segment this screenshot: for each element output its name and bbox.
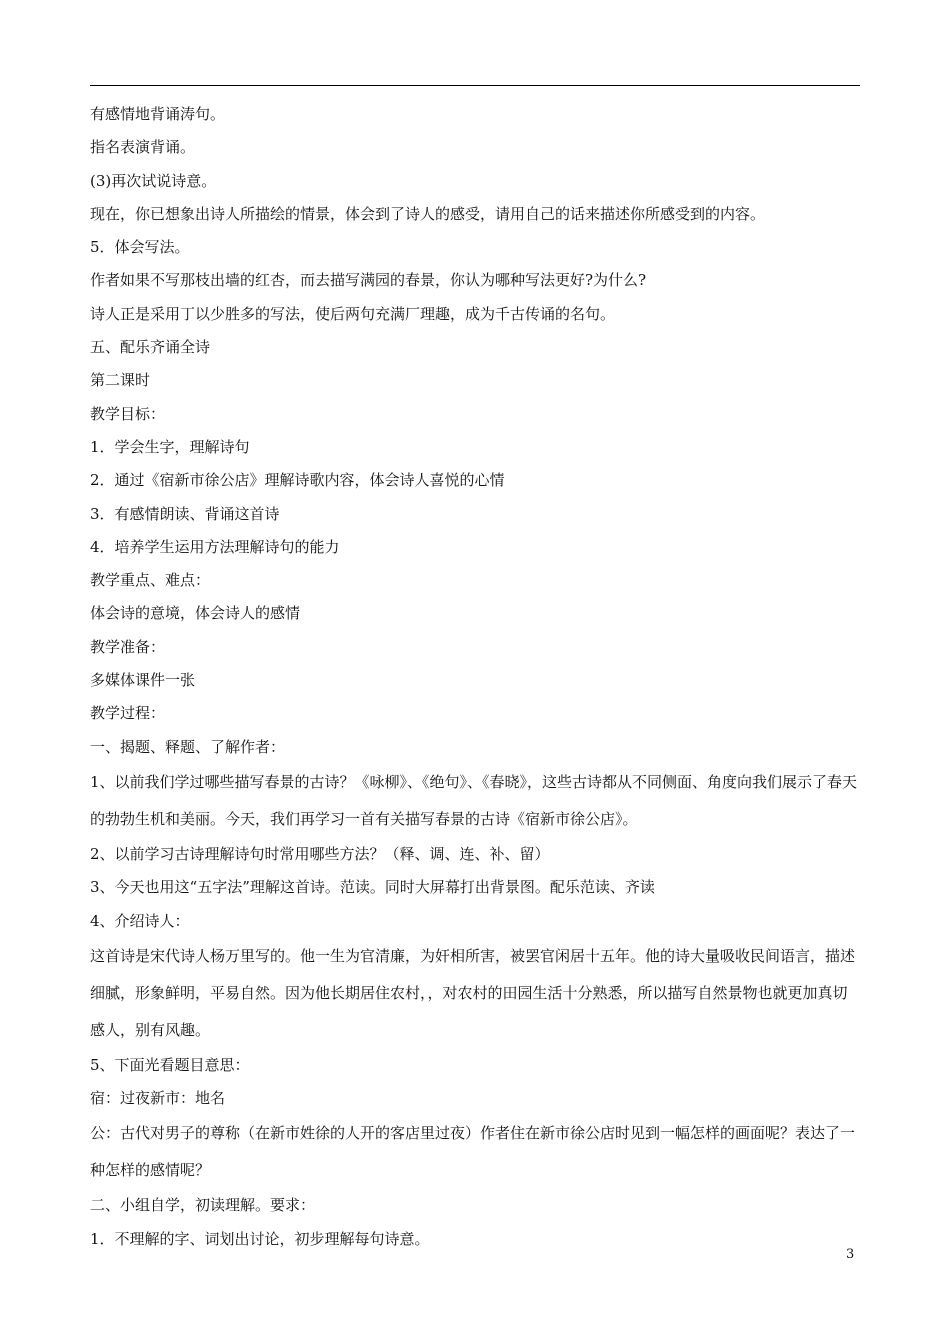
text-line: 教学重点、难点： [90,571,211,590]
text-line: 1．不理解的字、词划出讨论，初步理解每句诗意。 [90,1229,430,1248]
paragraph: 公：古代对男子的尊称（在新市姓徐的人开的客店里过夜）作者住在新市徐公店时见到一幅怎样的画面呢？表达了一种怎样的感情呢？ [90,1124,856,1180]
section-heading: 一、揭题、释题、了解作者： [90,737,286,756]
text-line: 5、下面光看题目意思： [90,1055,250,1074]
text-line: 教学过程： [90,704,166,723]
text-line: 3、今天也用这“五字法”理解这首诗。范读。同时大屏幕打出背景图。配乐范读、齐读 [90,878,655,897]
text-line: 1．学会生字，理解诗句 [90,437,250,456]
text-line: 教学准备： [90,637,166,656]
text-line: 诗人正是采用丁以少胜多的写法，使后两句充满厂理趣，成为千古传诵的名句。 [90,304,616,323]
lesson-heading: 第二课时 [90,371,151,390]
text-line: (3)再次试说诗意。 [90,171,217,190]
paragraph: 这首诗是宋代诗人杨万里写的。他一生为官清廉，为奸相所害，被罢官闲居十五年。他的诗大量吸收民间语言，描述细腻，形象鲜明，平易自然。因为他长期居住农村，，对农村的田园生活十分熟悉，所以描写自然景物也就更加真切感人，别有风趣。 [90,946,856,1039]
text-line: 4、介绍诗人： [90,911,190,930]
section-heading: 五、配乐齐诵全诗 [90,338,211,357]
text-line: 2、以前学习古诗理解诗句时常用哪些方法？（释、调、连、补、留） [90,844,550,863]
text-line: 现在，你已想象出诗人所描绘的情景，体会到了诗人的感受，请用自己的话来描述你所感受到的内容。 [90,204,766,223]
text-line: 宿：过夜新市：地名 [90,1089,226,1108]
text-line: 4．培养学生运用方法理解诗句的能力 [90,537,340,556]
document-body [90,98,860,1256]
text-line: 多媒体课件一张 [90,671,196,690]
paragraph: 1、以前我们学过哪些描写春景的古诗？《咏柳》、《绝句》、《春晓》，这些古诗都从不同侧面、角度向我们展示了春天的勃勃生机和美丽。今天，我们再学习一首有关描写春景的古诗《宿新市徐公店》。 [90,772,858,828]
page-number: 3 [846,1247,855,1262]
text-line: 教学目标： [90,404,166,423]
text-line: 2．通过《宿新市徐公店》理解诗歌内容，体会诗人喜悦的心情 [90,471,505,490]
text-line: 指名表演背诵。 [90,138,196,157]
text-line: 5．体会写法。 [90,238,190,257]
text-line: 体会诗的意境，体会诗人的感情 [90,604,301,623]
text-line: 有感情地背诵涛句。 [90,105,226,123]
section-heading: 二、小组自学，初读理解。要求： [90,1196,316,1215]
text-line: 作者如果不写那枝出墙的红杏，而去描写满园的春景，你认为哪种写法更好?为什么? [90,271,647,290]
text-line: 3．有感情朗读、背诵这首诗 [90,504,280,523]
header-rule [90,85,860,86]
